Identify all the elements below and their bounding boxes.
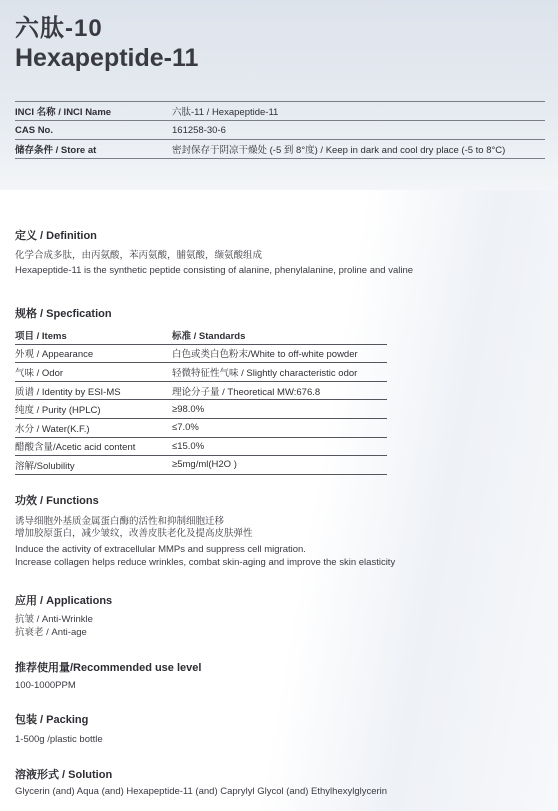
functions-heading: 功效 / Functions [15, 495, 99, 507]
spec-standard: ≤7.0% [172, 422, 199, 434]
spec-row [15, 363, 387, 382]
info-label: CAS No. [15, 124, 53, 136]
spec-item: 外观 / Appearance [15, 349, 94, 361]
specification-heading: 规格 / Specfication [15, 308, 112, 320]
definition-heading: 定义 / Definition [15, 230, 97, 242]
spec-row [15, 345, 387, 364]
spec-header-standards: 标准 / Standards [172, 330, 246, 342]
info-row-cas [15, 121, 545, 140]
functions-line: Increase collagen helps reduce wrinkles, combat skin-aging and improve the skin elasticity [15, 557, 396, 568]
spec-header-items: 项目 / Items [15, 330, 67, 342]
spec-item: 醋酸含量/Acetic acid content [15, 442, 136, 454]
info-label: 储存条件 / Store at [15, 145, 97, 156]
packing-value: 1-500g /plastic bottle [15, 734, 103, 745]
info-value: 161258-30-6 [172, 124, 226, 136]
info-row-inci [15, 101, 545, 121]
spec-standard: ≥5mg/ml(H2O ) [172, 459, 237, 471]
info-value: 六肽-11 / Hexapeptide-11 [172, 107, 279, 118]
spec-row [15, 419, 387, 438]
spec-standard: 白色或类白色粉末/White to off-white powder [172, 349, 358, 361]
spec-item: 气味 / Odor [15, 367, 64, 379]
info-value: 密封保存于阴凉干燥处 (-5 到 8°度) / Keep in dark and cool dry place (-5 to 8°C) [172, 145, 506, 156]
spec-item: 溶解/Solubility [15, 460, 75, 472]
info-label: INCI 名称 / INCI Name [15, 107, 112, 118]
solution-heading: 溶液形式 / Solution [15, 769, 113, 781]
definition-text-en: Hexapeptide-11 is the synthetic peptide consisting of alanine, phenylalanine, proline and valine [15, 265, 414, 276]
spec-item: 质谱 / Identity by ESI-MS [15, 386, 121, 398]
applications-line: 抗衰老 / Anti-age [15, 627, 87, 638]
packing-heading: 包装 / Packing [15, 714, 89, 726]
functions-line: Induce the activity of extracellular MMPs and suppress cell migration. [15, 544, 306, 555]
functions-line: 增加胶原蛋白，减少皱纹，改善皮肤老化及提高皮肤弹性 [15, 528, 253, 539]
product-title-english: Hexapeptide-11 [15, 44, 199, 72]
applications-heading: 应用 / Applications [15, 595, 113, 607]
info-table [15, 101, 545, 159]
use-level-value: 100-1000PPM [15, 680, 76, 691]
spec-item: 纯度 / Purity (HPLC) [15, 405, 101, 417]
product-title-chinese: 六肽-10 [15, 15, 103, 42]
spec-standard: 轻微特征性气味 / Slightly characteristic odor [172, 367, 358, 379]
spec-standard: 理论分子量 / Theoretical MW:676.8 [172, 386, 321, 398]
applications-line: 抗皱 / Anti-Wrinkle [15, 614, 93, 625]
solution-value: Glycerin (and) Aqua (and) Hexapeptide-11 (and) Caprylyl Glycol (and) Ethylhexylglycerin [15, 786, 388, 797]
spec-row [15, 382, 387, 401]
spec-row [15, 438, 387, 457]
info-row-storage [15, 140, 545, 159]
functions-line: 诱导细胞外基质金属蛋白酶的活性和抑制细胞迁移 [15, 516, 225, 527]
spec-header-row [15, 326, 387, 345]
use-level-heading: 推荐使用量/Recommended use level [15, 662, 202, 674]
spec-row [15, 400, 387, 419]
definition-text-cn: 化学合成多肽，由丙氨酸，苯丙氨酸，脯氨酸，缬氨酸组成 [15, 250, 263, 261]
spec-standard: ≤15.0% [172, 440, 205, 452]
spec-standard: ≥98.0% [172, 403, 205, 415]
spec-item: 水分 / Water(K.F.) [15, 423, 90, 435]
specification-table [15, 326, 387, 475]
spec-row [15, 456, 387, 475]
